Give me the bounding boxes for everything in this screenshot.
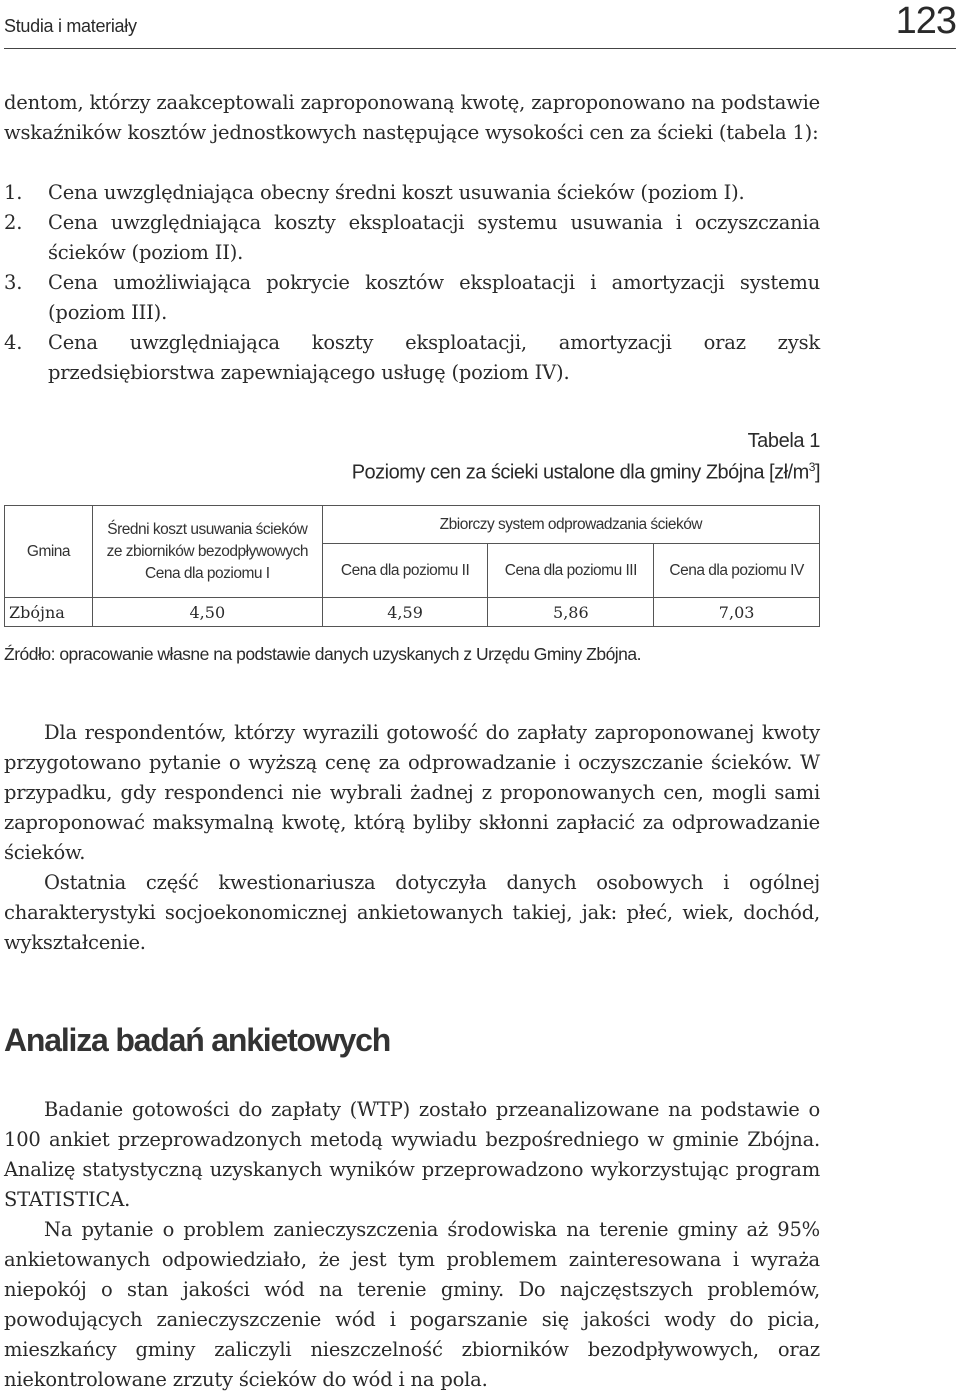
header-avg-cost-line1: Średni koszt usuwania ścieków — [107, 520, 308, 538]
table-row — [5, 598, 820, 627]
header-collective-system: Zbiorczy system odprowadzania ścieków — [322, 506, 819, 544]
header-gmina: Gmina — [5, 506, 93, 598]
table-title-text: Poziomy cen za ścieki ustalone dla gminy Zbójna [zł/m — [351, 461, 809, 484]
list-number: 4. — [4, 331, 23, 354]
header-avg-cost-line2: ze zbiorników bezodpływowych — [106, 542, 308, 560]
header-level-3: Cena dla poziomu III — [488, 544, 654, 598]
list-item — [4, 208, 820, 268]
list-number: 3. — [4, 271, 23, 294]
header-level-4: Cena dla poziomu IV — [654, 544, 820, 598]
list-text: Cena umożliwiająca pokrycie kosztów eksploatacji i amortyzacji systemu (poziom III). — [48, 271, 820, 324]
list-number: 1. — [4, 181, 23, 204]
body-paragraph: Ostatnia część kwestionariusza dotyczyła danych osobowych i ogólnej charakterystyki socjoekonomicznej ankietowanych takiej, jak: płeć, wiek, dochód, wykształcenie. — [4, 871, 820, 954]
header-avg-cost-line3: Cena dla poziomu I — [145, 564, 270, 582]
cell-level-2: 4,59 — [322, 598, 488, 627]
section-title: Studia i materiały — [4, 16, 137, 36]
table-label: Tabela 1 — [747, 430, 820, 452]
list-item — [4, 328, 820, 388]
price-table — [4, 505, 820, 627]
cell-level-1: 4,50 — [92, 598, 322, 627]
intro-paragraph: dentom, którzy zaakceptowali zaproponowaną kwotę, zaproponowano na podstawie wskaźników kosztów jednostkowych następujące wysokości cen za ścieki (tabela 1): — [4, 91, 820, 144]
list-text: Cena uwzględniająca obecny średni koszt usuwania ścieków (poziom I). — [48, 181, 745, 204]
header-avg-cost — [92, 506, 322, 598]
price-levels-list — [4, 178, 820, 388]
section-heading: Analiza badań ankietowych — [4, 1022, 391, 1058]
list-item — [4, 268, 820, 328]
cell-level-4: 7,03 — [654, 598, 820, 627]
list-text: Cena uwzględniająca koszty eksploatacji, amortyzacji oraz zysk przedsiębiorstwa zapewniającego usługę (poziom IV). — [48, 331, 820, 384]
body-paragraph: Badanie gotowości do zapłaty (WTP) zostało przeanalizowane na podstawie o 100 ankiet przeprowadzonych metodą wywiadu bezpośredniego w gminie Zbójna. Analizę statystyczną uzyskanych wyników przeprowadzono wykorzystując program STATISTICA. — [4, 1098, 820, 1211]
cell-gmina: Zbójna — [5, 598, 93, 627]
table-source: Źródło: opracowanie własne na podstawie danych uzyskanych z Urzędu Gminy Zbójna. — [4, 644, 642, 664]
list-text: Cena uwzględniająca koszty eksploatacji systemu usuwania i oczyszczania ścieków (poziom II). — [48, 211, 820, 264]
body-paragraph: Na pytanie o problem zanieczyszczenia środowiska na terenie gminy aż 95% ankietowanych odpowiedziało, że jest tym problemem zainteresowana i wyraża niepokój o stan jakości wód na terenie gminy. Do najczęstszych problemów, powodujących zanieczyszczenie wód i pogarszanie się jakości wody do picia, mieszkańcy gminy zaliczyli nieszczelność zbiorników bezodpływowych, oraz niekontrolowane zrzuty ścieków do wód i na pola. — [4, 1218, 820, 1391]
table-title-end: ] — [814, 461, 820, 484]
table-title — [352, 460, 820, 485]
page-number: 123 — [895, 0, 956, 42]
header-level-2: Cena dla poziomu II — [322, 544, 488, 598]
running-header — [4, 0, 956, 49]
list-number: 2. — [4, 211, 23, 234]
cell-level-3: 5,86 — [488, 598, 654, 627]
table-title-superscript: 3 — [808, 460, 815, 474]
body-paragraph: Dla respondentów, którzy wyrazili gotowość do zapłaty zaproponowanej kwoty przygotowano pytanie o wyższą cenę za odprowadzanie i oczyszczanie ścieków. W przypadku, gdy respondenci nie wybrali żadnej z proponowanych cen, mogli sami zaproponować maksymalną kwotę, którą byliby skłonni zapłacić za odprowadzanie ścieków. — [4, 721, 820, 864]
list-item — [4, 178, 820, 208]
